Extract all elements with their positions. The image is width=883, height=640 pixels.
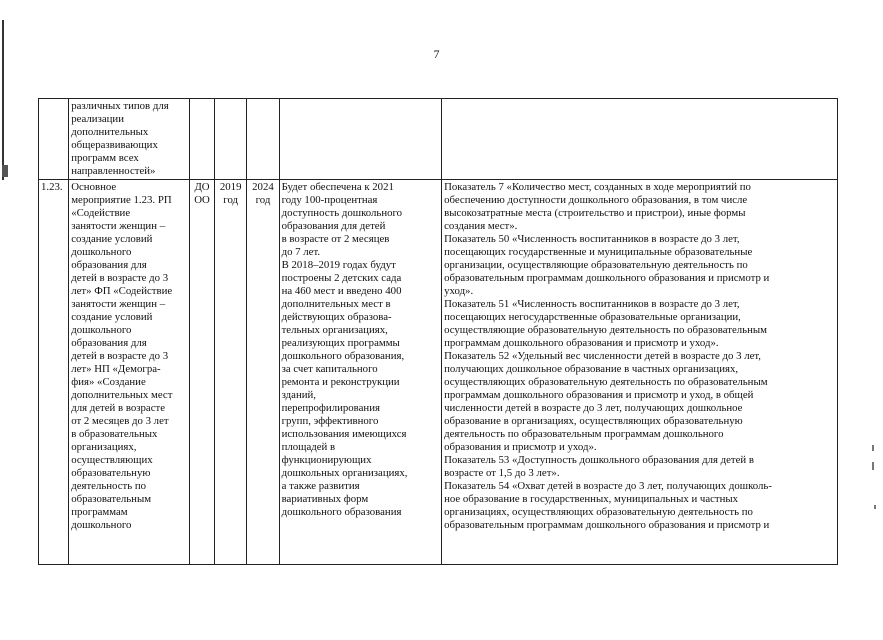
scan-mark	[2, 165, 8, 177]
cell-end-year: 2024 год	[247, 180, 279, 565]
cell-start-year	[215, 99, 247, 180]
table-row-continuation	[39, 99, 838, 180]
activities-table	[38, 98, 838, 565]
cell-start-year: 2019 год	[215, 180, 247, 565]
cell-number	[39, 99, 69, 180]
cell-end-year	[247, 99, 279, 180]
cell-indicator: Показатель 7 «Количество мест, созданных в ходе мероприятий по обеспечению доступности дошкольного образования, в том числе высокозатратные места (строительство и пристрои), иные формы создания мест». Показатель 50 «Численность воспитанников в возрасте до 3 лет, посещающих государственные и муниципальные образовательные организации, осуществляющие образовательную деятельность по образовательным программам дошкольного образования и присмотр и уход». Показатель 51 «Численность воспитанников в возрасте до 3 лет, посещающих негосударственные образовательные организации, осуществляющие образовательную деятельность по образовательным программам дошкольного образования и присмотр и уход». Показатель 52 «Удельный вес численности детей в возрасте до 3 лет, получающих дошкольное образование в частных организациях, осуществляющих образовательную деятельность по образовательным программам дошкольного образования и присмотр и уход, в общей численности детей в возрасте до 3 лет, получающих дошкольное образование в организациях, осуществляющих образовательную деятельность по образовательным программам дошкольного образования и присмотр и уход». Показатель 53 «Доступность дошкольного образования для детей в возрасте от 1,5 до 3 лет». Показатель 54 «Охват детей в возрасте до 3 лет, получающих дошколь- ное образование в государственных, муниципальных и частных организациях, осуществляющих образовательную деятельность по образовательным программам дошкольного образования и присмотр и	[442, 180, 838, 565]
cell-activity: Основное мероприятие 1.23. РП «Содействие занятости женщин – создание условий дошкольного образования для детей в возрасте до 3 лет» ФП «Содействие занятости женщин – создание условий дошкольного образования для детей в возрасте до 3 лет» НП «Демогра- фия» «Создание дополнительных мест для детей в возрасте от 2 месяцев до 3 лет в образовательных организациях, осуществляющих образовательную деятельность по образовательным программам дошкольного	[69, 180, 190, 565]
table-row-1-23	[39, 180, 838, 565]
cell-executor: ДО ОО	[190, 180, 215, 565]
page-number: 7	[433, 47, 440, 61]
cell-executor	[190, 99, 215, 180]
scan-mark	[872, 445, 874, 451]
cell-result: Будет обеспечена к 2021 году 100-процентная доступность дошкольного образования для детей в возрасте от 2 месяцев до 7 лет. В 2018–2019 годах будут построены 2 детских сада на 460 мест и введено 400 дополнительных мест в действующих образова- тельных организациях, реализующих программы дошкольного образования, за счет капитального ремонта и реконструкции зданий, перепрофилирования групп, эффективного использования имеющихся площадей в функционирующих дошкольных организациях, а также развития вариативных форм дошкольного образования	[279, 180, 442, 565]
cell-indicator	[442, 99, 838, 180]
cell-result	[279, 99, 442, 180]
cell-number: 1.23.	[39, 180, 69, 565]
scan-margin-line	[2, 20, 4, 180]
cell-activity: различных типов для реализации дополнительных общеразвивающих программ всех направленностей»	[69, 99, 190, 180]
scan-mark	[872, 462, 874, 470]
scan-mark	[874, 505, 876, 509]
